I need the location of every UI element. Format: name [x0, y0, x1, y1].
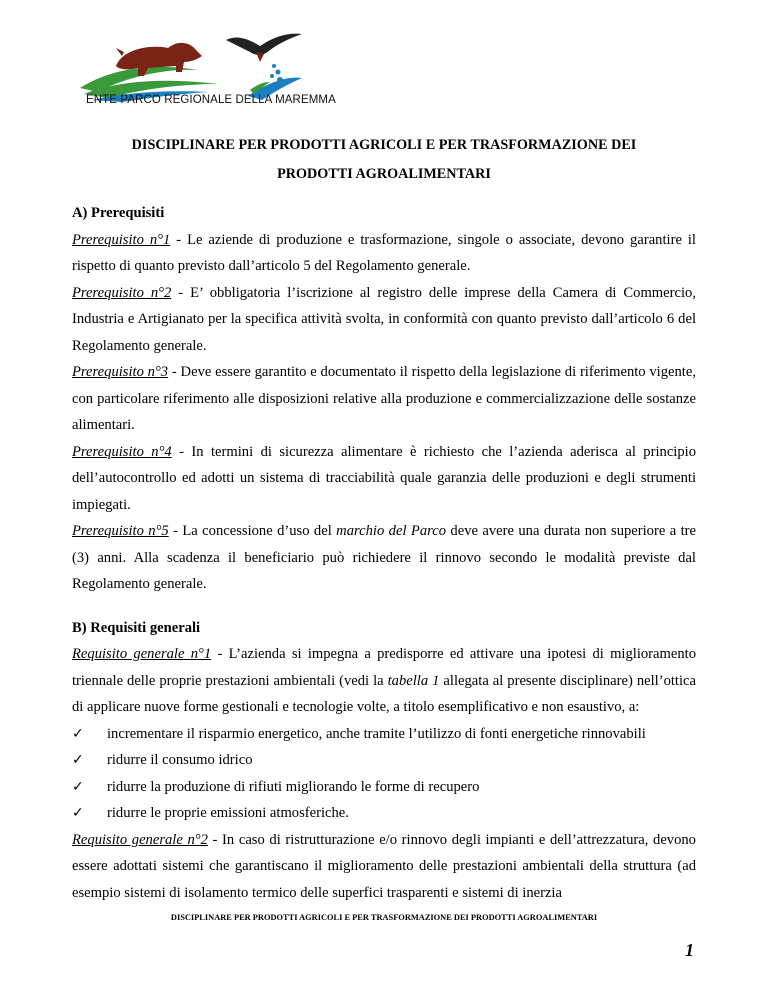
- prerequisite-2: [72, 280, 696, 360]
- checklist-item: [72, 721, 696, 748]
- requirement-text-pre: - L’azienda si impegna a predisporre ed attivare una ipotesi di miglioramento triennale delle proprie prestazioni ambientali (vedi la: [72, 646, 696, 689]
- checkmark-icon: ✓: [72, 778, 84, 795]
- prerequisite-label: Prerequisito n°4: [72, 443, 172, 460]
- prerequisite-text: - In termini di sicurezza alimentare è richiesto che l’azienda aderisca al principio dell’autocontrollo ed adotti un sistema di tracciabilità quale garanzia delle produzioni e degli strumenti impiegati.: [72, 443, 696, 513]
- park-brand-mention: marchio del Parco: [336, 523, 447, 539]
- checklist-item-text: ridurre le proprie emissioni atmosferiche.: [107, 805, 349, 821]
- requirement-text: - In caso di ristrutturazione e/o rinnovo degli impianti e dell’attrezzatura, devono essere adottati sistemi che garantiscano il miglioramento delle prestazioni ambientali della struttura (ad esempio sistemi di isolamento termico delle superfici trasparenti e sistemi di inerzia: [72, 831, 696, 901]
- table-reference: tabella 1: [387, 672, 440, 689]
- prerequisite-5: [72, 518, 696, 598]
- prerequisite-text-pre: - La concessione d’uso del: [168, 523, 337, 539]
- prerequisite-label: Prerequisito n°1: [72, 231, 171, 248]
- section-b-heading: B) Requisiti generali: [72, 619, 201, 636]
- requirement-label: Requisito generale n°1: [72, 646, 212, 662]
- document-body: [72, 200, 696, 906]
- park-name: ENTE PARCO REGIONALE DELLA MAREMMA: [86, 94, 336, 106]
- requirement-text-post: allegata al presente disciplinare) nell’ottica di applicare nuove forme gestionali e tecnologie volte, a titolo esemplificativo e non esaustivo, a:: [72, 672, 696, 715]
- prerequisite-label: Prerequisito n°3: [72, 364, 169, 380]
- prerequisite-1: [72, 227, 696, 280]
- prerequisite-label: Prerequisito n°2: [72, 284, 172, 301]
- prerequisite-text-post: deve avere una durata non superiore a tre (3) anni. Alla scadenza il beneficiario può richiedere il rinnovo secondo le modalità previste dal Regolamento generale.: [72, 523, 696, 592]
- prerequisite-label: Prerequisito n°5: [72, 523, 169, 539]
- requirement-label: Requisito generale n°2: [72, 831, 208, 848]
- checklist-item-text: ridurre il consumo idrico: [107, 752, 253, 768]
- general-requirement-1: [72, 641, 696, 721]
- section-spacer: [72, 598, 696, 615]
- checkmark-icon: ✓: [72, 725, 84, 742]
- checklist-item-text: ridurre la produzione di rifiuti migliorando le forme di recupero: [107, 778, 480, 795]
- page-footer: DISCIPLINARE PER PRODOTTI AGRICOLI E PER TRASFORMAZIONE DEI PRODOTTI AGROALIMENTARI: [170, 913, 598, 922]
- section-a-heading: A) Prerequisiti: [72, 205, 165, 221]
- general-requirement-2: [72, 827, 696, 907]
- checklist-item: [72, 747, 696, 774]
- document-title-line2: PRODOTTI AGROALIMENTARI: [277, 166, 491, 182]
- prerequisite-3: [72, 359, 696, 439]
- checklist-item: [72, 800, 696, 827]
- prerequisite-4: [72, 439, 696, 519]
- prerequisite-text: - Le aziende di produzione e trasformazione, singole o associate, devono garantire il rispetto di quanto previsto dall’articolo 5 del Regolamento generale.: [72, 231, 696, 274]
- prerequisite-text: - Deve essere garantito e documentato il rispetto della legislazione di riferimento vigente, con particolare riferimento alle disposizioni relative alla produzione e commercializzazione delle sostanze alimentari.: [72, 364, 696, 433]
- document-title-line1: DISCIPLINARE PER PRODOTTI AGRICOLI E PER TRASFORMAZIONE DEI: [131, 137, 637, 153]
- checklist-item-text: incrementare il risparmio energetico, anche tramite l’utilizzo di fonti energetiche rinnovabili: [107, 725, 646, 742]
- checkmark-icon: ✓: [72, 752, 84, 768]
- prerequisite-text: - E’ obbligatoria l’iscrizione al registro delle imprese della Camera di Commercio, Industria e Artigianato per la specifica attività svolta, in conformità con quanto previsto dall’articolo 6 del Regolamento generale.: [72, 284, 696, 354]
- checklist-item: [72, 774, 696, 801]
- checkmark-icon: ✓: [72, 805, 84, 821]
- improvement-checklist: [72, 721, 696, 827]
- page-number: 1: [685, 940, 694, 960]
